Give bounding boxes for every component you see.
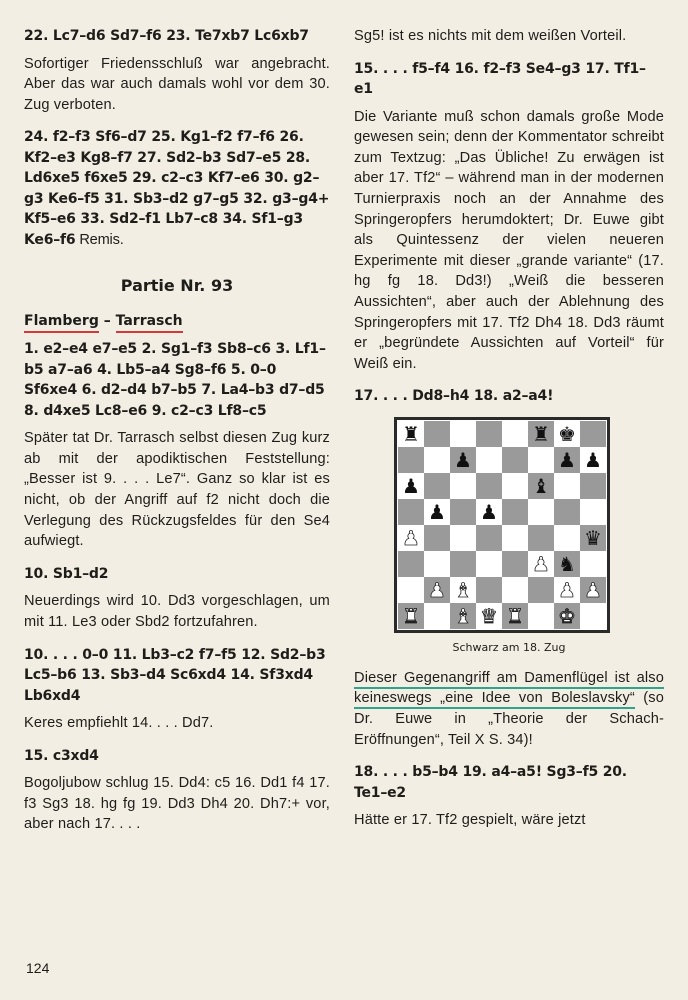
white-bishop-icon: ♝: [454, 577, 472, 602]
result-remis: Remis.: [75, 231, 124, 248]
square-h3: [580, 551, 606, 577]
chess-board: [394, 417, 610, 633]
page-number: 124: [26, 960, 50, 976]
white-pawn-icon: ♟: [584, 577, 602, 602]
square-g8: [554, 421, 580, 447]
square-g4: [554, 525, 580, 551]
square-g5: [554, 499, 580, 525]
move-10: 10. Sb1–d2: [24, 565, 109, 582]
square-f7: [528, 447, 554, 473]
white-bishop-icon: ♝: [454, 603, 472, 628]
white-pawn-icon: ♟: [402, 525, 420, 550]
square-b4: [424, 525, 450, 551]
black-bishop-icon: ♝: [532, 473, 550, 498]
comment-sg5: Sg5! ist es nichts mit dem weißen Vorteil.: [354, 28, 627, 44]
square-f8: [528, 421, 554, 447]
square-c7: [450, 447, 476, 473]
diagram-caption: Schwarz am 18. Zug: [452, 640, 566, 654]
moves-18-20: 18. . . . b5–b4 19. a4–a5! Sg3–f5 20. Te1–e2: [354, 764, 627, 801]
square-e5: [502, 499, 528, 525]
square-e3: [502, 551, 528, 577]
moves-24-34-text: 24. f2–f3 Sf6–d7 25. Kg1–f2 f7–f6 26. Kf2–e3 Kg8–f7 27. Sd2–b3 Sd7–e5 28. Ld6xe5 f6xe5 29. c2–c3 Kf7–e6 30. g2–g3 Ke6–f5 31. Sb3–d2 g7–g5 32. g3–g4+ Kf5–e6 33. Sd2–f1 Lb7–c8 34. Sf1–g3 Ke6–f6: [24, 129, 330, 248]
white-pawn-icon: ♟: [558, 577, 576, 602]
square-g2: [554, 577, 580, 603]
square-e1: [502, 603, 528, 629]
square-f4: [528, 525, 554, 551]
right-column: [354, 26, 664, 843]
black-rook-icon: ♜: [532, 421, 550, 446]
square-a8: [398, 421, 424, 447]
comment-boleslavsky-rest: (so Dr. Euwe in „Theorie der Schach-Eröffnungen“, Teil X S. 34)!: [354, 690, 664, 748]
square-h6: [580, 473, 606, 499]
square-b5: [424, 499, 450, 525]
comment-keres: Keres empfiehlt 14. . . . Dd7.: [24, 715, 214, 732]
square-g3: [554, 551, 580, 577]
game-heading: Partie Nr. 93: [120, 276, 234, 296]
comment-peace: Sofortiger Friedensschluß war angebracht. Aber das war auch damals wohl vor dem 30. Zug verboten.: [24, 55, 330, 113]
white-rook-icon: ♜: [402, 603, 420, 628]
square-d6: [476, 473, 502, 499]
square-d7: [476, 447, 502, 473]
moves-17-18: 17. . . . Dd8–h4 18. a2–a4!: [354, 388, 554, 405]
square-b1: [424, 603, 450, 629]
comment-dd3: Neuerdings wird 10. Dd3 vorgeschlagen, um mit 11. Le3 oder Sbd2 fortzufahren.: [24, 593, 330, 630]
square-c5: [450, 499, 476, 525]
moves-22-23: 22. Lc7–d6 Sd7–f6 23. Te7xb7 Lc6xb7: [24, 28, 309, 44]
square-f5: [528, 499, 554, 525]
black-pawn-icon: ♟: [402, 473, 420, 498]
square-a6: [398, 473, 424, 499]
moves-10-14: 10. . . . 0–0 11. Lb3–c2 f7–f5 12. Sd2–b3 Lc5–b6 13. Sb3–d4 Sc6xd4 14. Sf3xd4 Lb6xd4: [24, 646, 326, 704]
black-king-icon: ♚: [558, 421, 576, 446]
square-a3: [398, 551, 424, 577]
black-pawn-icon: ♟: [480, 499, 498, 524]
square-f1: [528, 603, 554, 629]
square-e8: [502, 421, 528, 447]
move-15: 15. c3xd4: [24, 747, 99, 764]
square-h2: [580, 577, 606, 603]
square-c6: [450, 473, 476, 499]
square-d1: [476, 603, 502, 629]
square-e6: [502, 473, 528, 499]
square-a2: [398, 577, 424, 603]
square-f3: [528, 551, 554, 577]
square-a4: [398, 525, 424, 551]
white-rook-icon: ♜: [506, 603, 524, 628]
square-g6: [554, 473, 580, 499]
black-pawn-icon: ♟: [428, 499, 446, 524]
players-dash: –: [98, 313, 116, 330]
square-c4: [450, 525, 476, 551]
comment-boleslavsky: [354, 668, 664, 750]
square-e2: [502, 577, 528, 603]
highlighted-sentence: Dieser Gegenangriff am Damenflügel ist also keineswegs „eine Idee von Boleslavsky“: [354, 670, 664, 710]
square-e4: [502, 525, 528, 551]
white-pawn-icon: ♟: [428, 577, 446, 602]
comment-variant: Die Variante muß schon damals große Mode gewesen sein; denn der Kommentator schreibt zum Textzug: „Das Übliche! Zu erwägen ist aber 17. Tf2“ – während man in der modernen Turnierpraxis noch an der Annahme des Springeropfers herumdoktert; Dr. Euwe gibt als Quintessenz der vielen neueren Experimente mit dieser „grande variante“ (17. hg fg 18. Dd3!) „Weiß die besseren Aussichten“, aber auch der Ablehnung des Springeropfers mit 17. Tf2 Dh4 18. Dd3 räumt er „begründete Aussichten auf Vorteil“ für Weiß ein.: [354, 108, 664, 372]
comment-tarrasch: Später tat Dr. Tarrasch selbst diesen Zug kurz ab mit der apodiktischen Feststellung: „Besser ist 9. . . . Le7“. Ganz so klar ist es nicht, ob der Angriff auf f2 nicht doch die Verlegung des Rückzugsfeldes für den Se4 aufwiegt.: [24, 430, 330, 550]
square-d4: [476, 525, 502, 551]
square-c3: [450, 551, 476, 577]
square-g7: [554, 447, 580, 473]
white-king-icon: ♚: [558, 603, 576, 628]
black-pawn-icon: ♟: [584, 447, 602, 472]
comment-tf2: Hätte er 17. Tf2 gespielt, wäre jetzt: [354, 812, 586, 829]
left-column: [24, 26, 330, 847]
comment-bogoljubow: Bogoljubow schlug 15. Dd4: c5 16. Dd1 f4 17. f3 Sg3 18. hg fg 19. Dd3 Dh4 20. Dh7:+ vor, aber nach 17. . . .: [24, 775, 330, 833]
square-b2: [424, 577, 450, 603]
white-queen-icon: ♛: [480, 603, 498, 628]
square-h5: [580, 499, 606, 525]
square-b8: [424, 421, 450, 447]
black-pawn-icon: ♟: [454, 447, 472, 472]
square-a5: [398, 499, 424, 525]
moves-24-34: [24, 127, 330, 250]
square-h8: [580, 421, 606, 447]
square-b7: [424, 447, 450, 473]
square-d3: [476, 551, 502, 577]
black-queen-icon: ♛: [584, 525, 602, 550]
players-line: [24, 313, 330, 329]
white-pawn-icon: ♟: [532, 551, 550, 576]
player-black: Tarrasch: [116, 313, 183, 333]
square-h4: [580, 525, 606, 551]
square-e7: [502, 447, 528, 473]
square-d2: [476, 577, 502, 603]
square-a1: [398, 603, 424, 629]
square-d8: [476, 421, 502, 447]
square-g1: [554, 603, 580, 629]
black-knight-icon: ♞: [558, 551, 576, 576]
square-b3: [424, 551, 450, 577]
square-d5: [476, 499, 502, 525]
square-f6: [528, 473, 554, 499]
black-pawn-icon: ♟: [558, 447, 576, 472]
square-c8: [450, 421, 476, 447]
player-white: Flamberg: [24, 313, 99, 333]
square-b6: [424, 473, 450, 499]
square-h7: [580, 447, 606, 473]
square-h1: [580, 603, 606, 629]
square-f2: [528, 577, 554, 603]
moves-15-17: 15. . . . f5–f4 16. f2–f3 Se4–g3 17. Tf1–e1: [354, 60, 646, 98]
chess-diagram: [394, 417, 610, 633]
square-a7: [398, 447, 424, 473]
square-c2: [450, 577, 476, 603]
square-c1: [450, 603, 476, 629]
black-rook-icon: ♜: [402, 421, 420, 446]
moves-opening: 1. e2–e4 e7–e5 2. Sg1–f3 Sb8–c6 3. Lf1–b5 a7–a6 4. Lb5–a4 Sg8–f6 5. 0–0 Sf6xe4 6. d2–d4 b7–b5 7. La4–b3 d7–d5 8. d4xe5 Lc8–e6 9. c2–c3 Lf8–c5: [24, 341, 326, 419]
